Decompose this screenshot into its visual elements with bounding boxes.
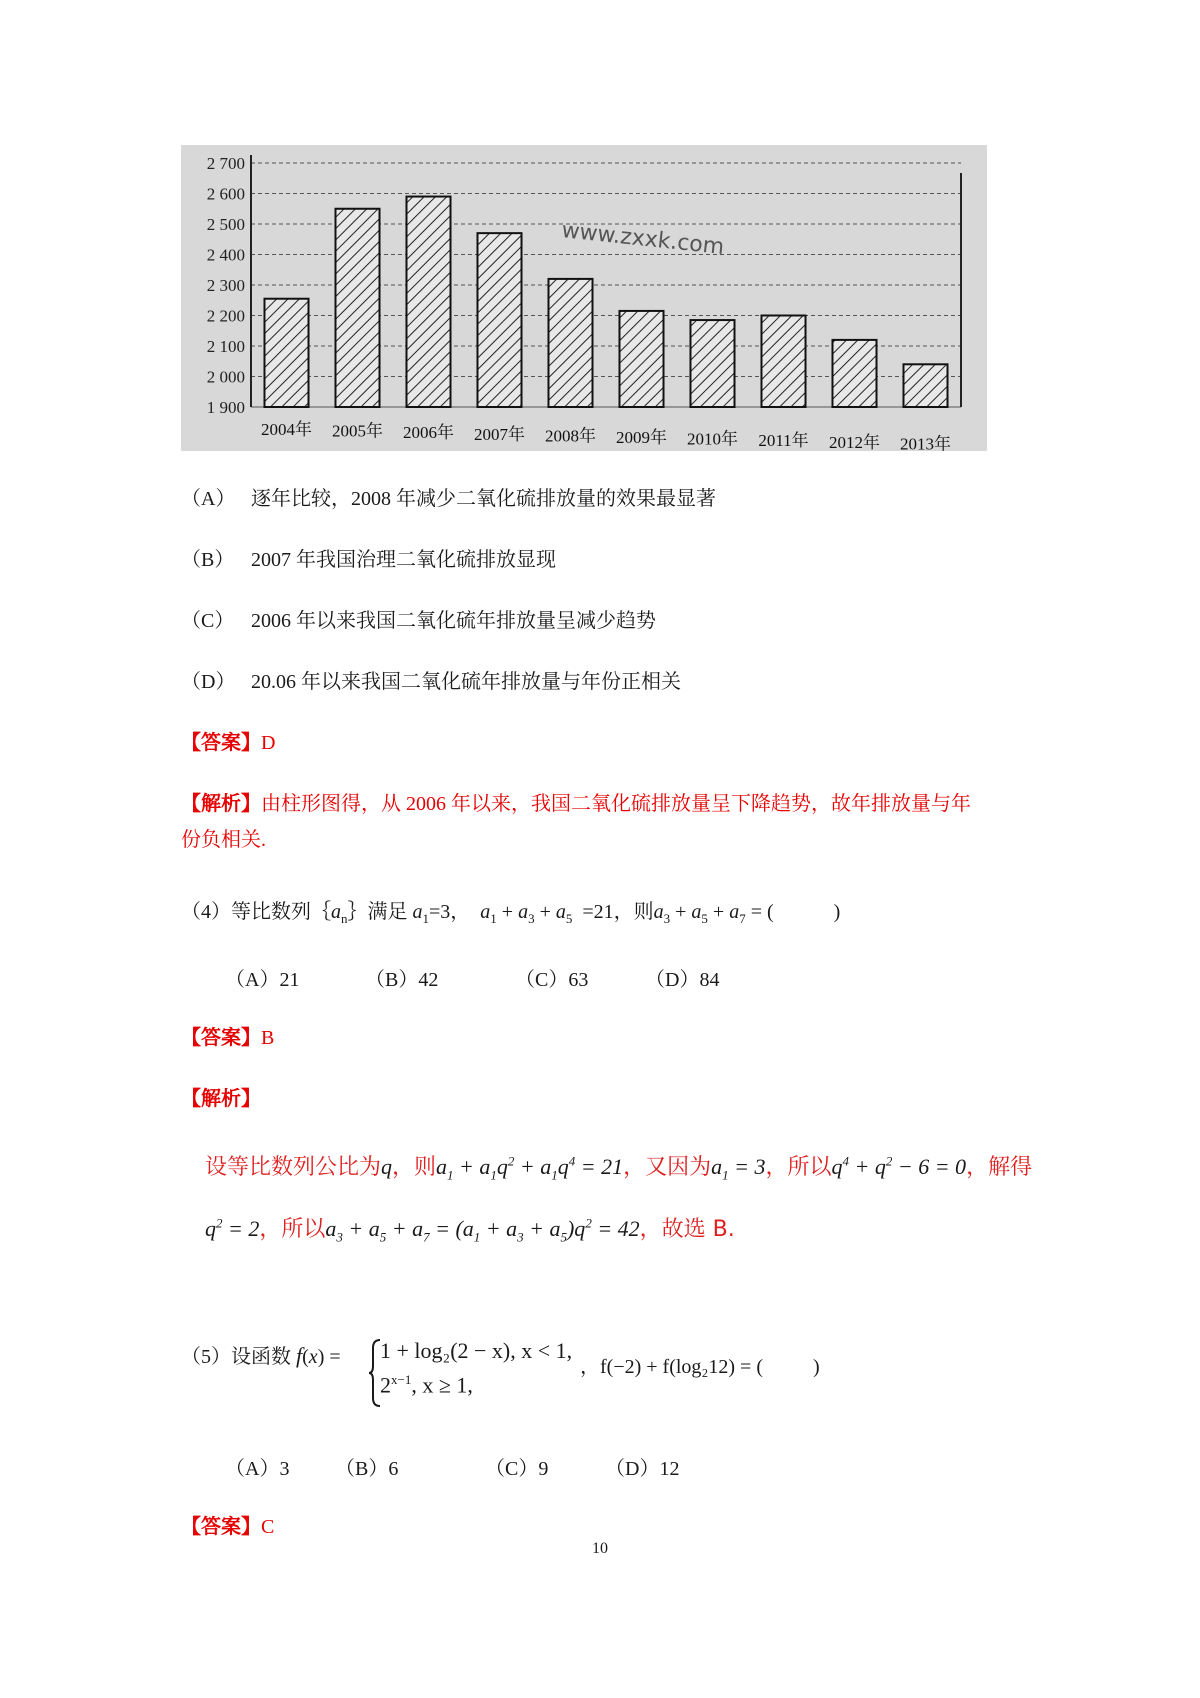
- q3-analysis-line1: [181, 790, 971, 818]
- q5-stem: （5）设函数 f(x) =: [181, 1343, 341, 1368]
- q5-stem-text: 设函数: [231, 1346, 291, 1368]
- q4-choices: [225, 963, 719, 992]
- q5-tail-text: ，f(−2) + f(log₂12) = (: [580, 1356, 763, 1378]
- q4-solution-image: [205, 1150, 1065, 1270]
- x-tick-label: 2008年: [545, 426, 596, 446]
- option-b: [181, 546, 556, 574]
- q4-answer: [181, 1024, 274, 1052]
- x-tick-label: 2007年: [474, 424, 525, 444]
- x-tick-label: 2004年: [261, 420, 312, 439]
- q5-choice-d: （D）12: [605, 1458, 680, 1480]
- y-tick-label: 2 100: [206, 337, 245, 356]
- option-text: 2006 年以来我国二氧化硫年排放量呈减少趋势: [251, 610, 656, 632]
- x-tick-label: 2006年: [403, 423, 454, 443]
- y-tick-label: 2 200: [206, 306, 245, 326]
- option-text: 逐年比较，2008 年减少二氧化硫排放量的效果最显著: [251, 488, 716, 510]
- bar: [264, 299, 308, 407]
- sol-text: ，解得: [966, 1155, 1033, 1180]
- q4-choice-d: （D）84: [645, 969, 720, 991]
- bar: [335, 209, 379, 407]
- option-label: （A）: [181, 488, 236, 510]
- chart-watermark: www.zxxk.com: [560, 218, 726, 261]
- answer-tag: 【答案】: [181, 1027, 261, 1049]
- q5-number: （5）: [181, 1346, 231, 1368]
- answer-tag: 【答案】: [181, 1516, 261, 1538]
- answer-value: B: [261, 1027, 275, 1049]
- q4-choice-b: （B）42: [365, 969, 439, 991]
- page-number: 10: [592, 1540, 608, 1557]
- q5-choice-b: （B）6: [335, 1458, 399, 1480]
- q3-analysis-line2: 份负相关.: [181, 829, 266, 851]
- option-d: [181, 668, 681, 696]
- sol-text: ，故选 B.: [639, 1217, 735, 1242]
- q5-choice-c: （C）9: [485, 1458, 549, 1480]
- answer-value: D: [261, 732, 276, 754]
- q4-stem-d: =21，则: [582, 901, 654, 923]
- q4-stem-c: =3，: [429, 901, 471, 923]
- answer-tag: 【答案】: [181, 732, 261, 754]
- y-tick-label: 2 000: [206, 367, 245, 387]
- q4-choice-a: （A）21: [225, 969, 300, 991]
- so2-bar-chart: [181, 145, 987, 451]
- y-tick-label: 2 700: [206, 154, 245, 173]
- x-tick-label: 2009年: [616, 428, 667, 447]
- y-tick-label: 2 600: [206, 184, 245, 204]
- option-label: （C）: [181, 610, 235, 632]
- option-text: 2007 年我国治理二氧化硫排放显现: [251, 549, 556, 571]
- option-a: [181, 485, 716, 513]
- bar: [690, 320, 734, 407]
- q3-answer: [181, 729, 275, 757]
- bar: [761, 316, 805, 408]
- y-tick-label: 1 900: [206, 398, 245, 417]
- q5-choice-a: （A）3: [225, 1458, 290, 1480]
- piece-2: [380, 1372, 572, 1398]
- q5-answer: [181, 1513, 274, 1541]
- piecewise-cases: [380, 1338, 572, 1398]
- q4-choice-c: （C）63: [515, 969, 589, 991]
- analysis-text: 由柱形图得，从 2006 年以来，我国二氧化硫排放量呈下降趋势，故年排放量与年: [261, 793, 971, 815]
- x-tick-label: 2013年: [900, 434, 951, 451]
- sol-text: ，又因为: [623, 1155, 712, 1180]
- piece-2-rest: , x ≥ 1,: [411, 1372, 473, 1398]
- y-tick-label: 2 300: [206, 276, 245, 295]
- x-tick-label: 2011年: [758, 431, 809, 451]
- q4-stem-b: ｝满足: [347, 901, 408, 923]
- x-tick-label: 2005年: [332, 421, 383, 441]
- answer-value: C: [261, 1516, 275, 1538]
- q4-stem-f: ): [833, 901, 841, 923]
- x-tick-label: 2010年: [687, 429, 738, 449]
- bar: [903, 364, 947, 407]
- solution-line2: $q^2 = 2$，所以$a_3 + a_5 + a_7 = (a_1 + a_3 + a_5)q^2 = 42$，故选 B.: [205, 1215, 735, 1245]
- option-text: 20.06 年以来我国二氧化硫年排放量与年份正相关: [251, 671, 681, 693]
- solution-line1: 设等比数列公比为q，则$a_1 + a_1q^2 + a_1q^4 = 21$，又因为$a_1 = 3$，所以$q^4 + q^2 - 6 = 0$，解得: [205, 1153, 1033, 1183]
- chart-y-ticks: [207, 154, 245, 417]
- bar: [832, 340, 876, 407]
- option-label: （D）: [181, 671, 236, 693]
- q5-tail: [580, 1353, 820, 1381]
- sol-text: ，所以: [765, 1155, 832, 1180]
- q4-number: （4）: [181, 901, 231, 923]
- q4-analysis-tag: [181, 1085, 261, 1113]
- math-an: a: [331, 901, 341, 923]
- option-label: （B）: [181, 549, 235, 571]
- y-tick-label: 2 500: [206, 215, 245, 234]
- q5-tail-close: ): [813, 1356, 820, 1378]
- analysis-tag: 【解析】: [181, 793, 261, 815]
- option-c: [181, 607, 656, 635]
- analysis-tag: 【解析】: [181, 1088, 261, 1110]
- bar: [548, 279, 592, 407]
- piece-2-base: 2: [380, 1372, 391, 1398]
- q5-choices: [225, 1452, 679, 1481]
- q4-stem-a: 等比数列｛: [231, 901, 331, 923]
- sol-text: ，则: [392, 1155, 437, 1180]
- piece-1: 1 + log₂(2 − x), x < 1,: [380, 1338, 573, 1363]
- x-tick-label: 2012年: [829, 432, 880, 451]
- bar: [406, 197, 450, 407]
- y-tick-label: 2 400: [206, 245, 245, 265]
- piece-2-exp: x−1: [391, 1372, 412, 1387]
- bar: [619, 311, 663, 407]
- q4-stem-e: = (: [750, 901, 774, 923]
- sol-text: ，所以: [259, 1217, 326, 1242]
- bar: [477, 233, 521, 407]
- q4-stem: （4）等比数列$\{a_n\}$满足 $a_1=3$， $a_1 + a_3 + a_5 =21$，则$a_3 + a_5 + a_7$ = ( ): [181, 901, 841, 926]
- sol-text: 设等比数列公比为: [205, 1155, 382, 1180]
